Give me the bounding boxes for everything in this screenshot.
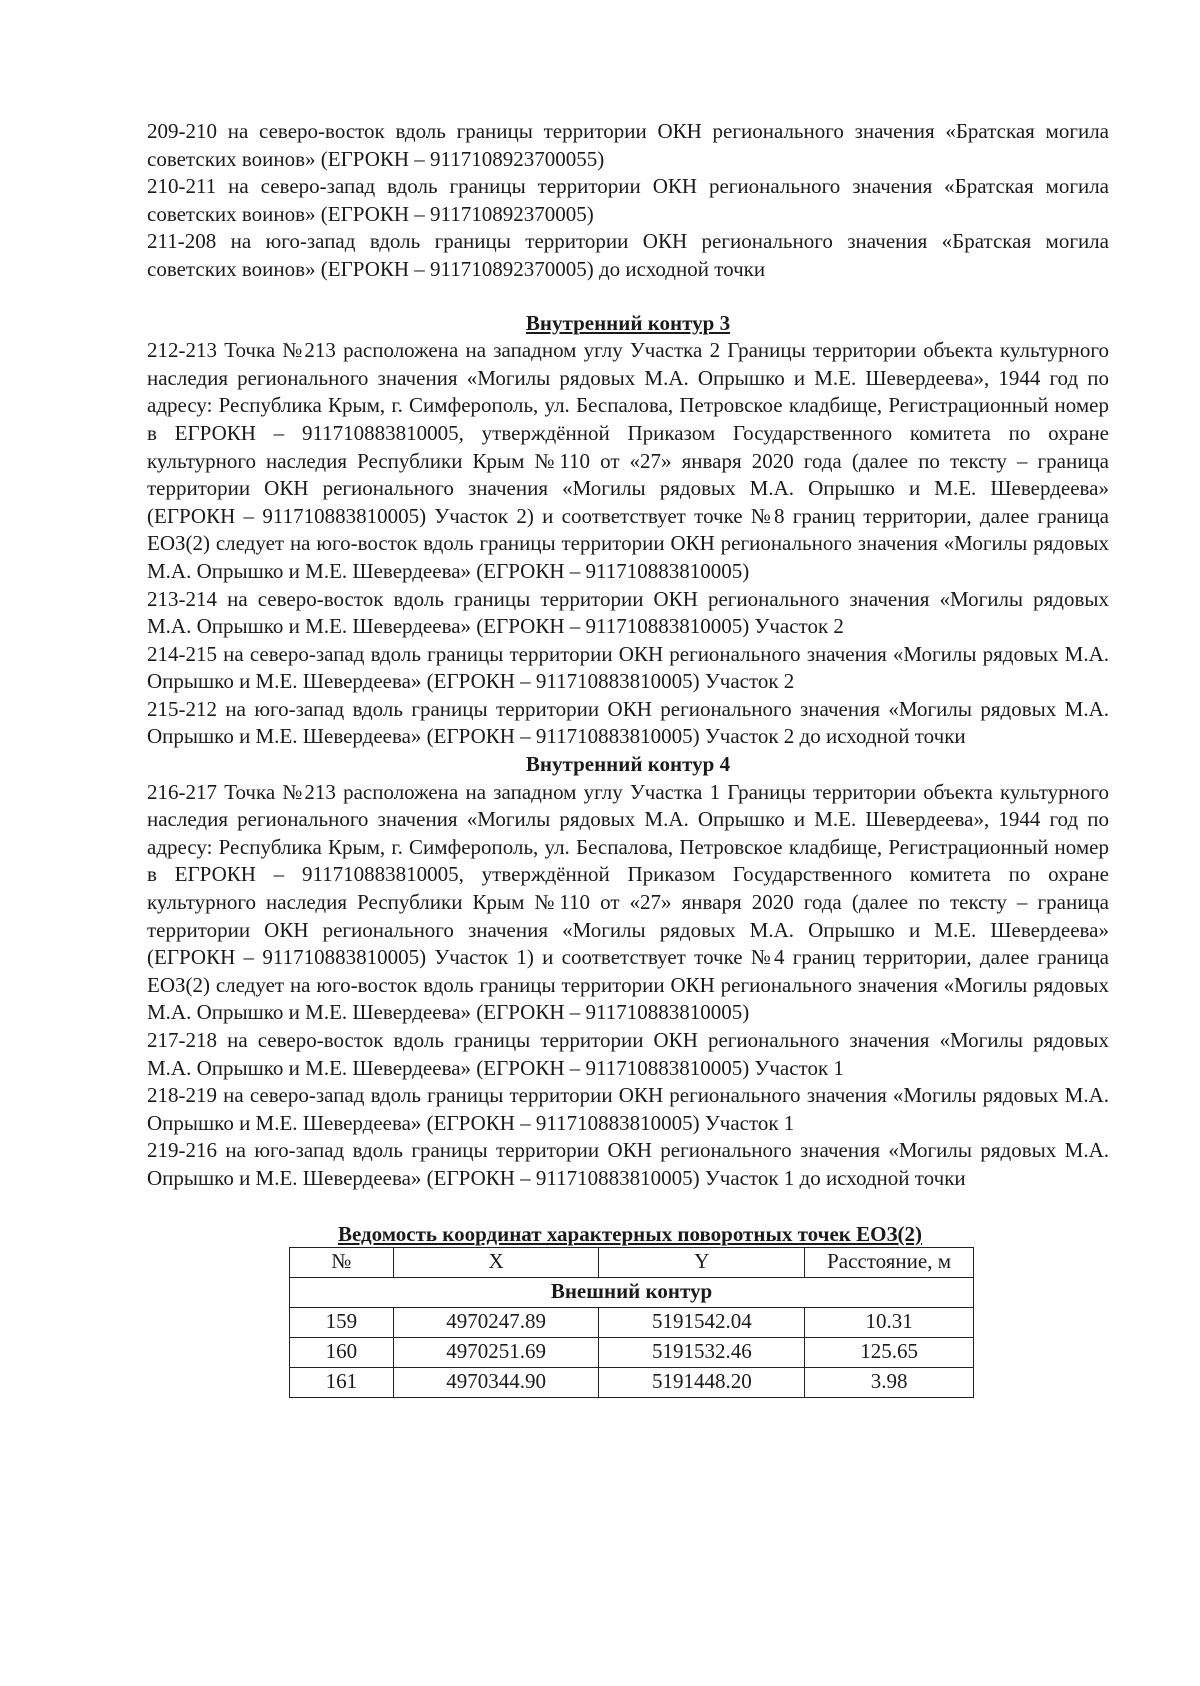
paragraph-218-219: 218-219 на северо-запад вдоль границы территории ОКН регионального значения «Могилы рядовых М.А. Опрышко и М.Е. Шевердеева» (ЕГРОКН – 911710883810005) Участок 1 — [147, 1083, 1109, 1135]
cell-x: 4970344.90 — [393, 1367, 599, 1397]
header-distance: Расстояние, м — [805, 1247, 974, 1277]
cell-y: 5191532.46 — [599, 1337, 805, 1367]
cell-y: 5191448.20 — [599, 1367, 805, 1397]
paragraph-219-216: 219-216 на юго-запад вдоль границы территории ОКН регионального значения «Могилы рядовых М.А. Опрышко и М.Е. Шевердеева» (ЕГРОКН – 911710883810005) Участок 1 до исходной точки — [147, 1138, 1109, 1190]
cell-x: 4970247.89 — [393, 1307, 599, 1337]
table-row — [290, 1337, 974, 1367]
table-row — [290, 1307, 974, 1337]
cell-number: 160 — [290, 1337, 394, 1367]
header-number: № — [290, 1247, 394, 1277]
paragraph-211-208: 211-208 на юго-запад вдоль границы территории ОКН регионального значения «Братская могила советских воинов» (ЕГРОКН – 911710892370005) до исходной точки — [147, 229, 1109, 281]
spacer — [147, 1193, 1109, 1221]
table-section-row — [290, 1277, 974, 1307]
cell-number: 159 — [290, 1307, 394, 1337]
paragraph-210-211: 210-211 на северо-запад вдоль границы территории ОКН регионального значения «Братская могила советских воинов» (ЕГРОКН – 911710892370005) — [147, 174, 1109, 226]
spacer — [147, 284, 1109, 310]
paragraph-212-213: 212-213 Точка №213 расположена на западном углу Участка 2 Границы территории объекта культурного наследия регионального значения «Могилы рядовых М.А. Опрышко и М.Е. Шевердеева», 1944 год по адресу: Республика Крым, г. Симферополь, ул. Беспалова, Петровское кладбище, Регистрационный номер в ЕГРОКН – 911710883810005, утверждённой Приказом Государственного комитета по охране культурного наследия Республики Крым №110 от «27» января 2020 года (далее по тексту – граница территории ОКН регионального значения «Могилы рядовых М.А. Опрышко и М.Е. Шевердеева» (ЕГРОКН – 911710883810005) Участок 2) и соответствует точке №8 границ территории, далее граница ЕОЗ(2) следует на юго-восток вдоль границы территории ОКН регионального значения «Могилы рядовых М.А. Опрышко и М.Е. Шевердеева» (ЕГРОКН – 911710883810005) — [147, 338, 1109, 583]
table-section-label: Внешний контур — [290, 1277, 974, 1307]
header-y: Y — [599, 1247, 805, 1277]
paragraph-216-217: 216-217 Точка №213 расположена на западном углу Участка 1 Границы территории объекта культурного наследия регионального значения «Могилы рядовых М.А. Опрышко и М.Е. Шевердеева», 1944 год по адресу: Республика Крым, г. Симферополь, ул. Беспалова, Петровское кладбище, Регистрационный номер в ЕГРОКН – 911710883810005, утверждённой Приказом Государственного комитета по охране культурного наследия Республики Крым №110 от «27» января 2020 года (далее по тексту – граница территории ОКН регионального значения «Могилы рядовых М.А. Опрышко и М.Е. Шевердеева» (ЕГРОКН – 911710883810005) Участок 1) и соответствует точке №4 границ территории, далее граница ЕОЗ(2) следует на юго-восток вдоль границы территории ОКН регионального значения «Могилы рядовых М.А. Опрышко и М.Е. Шевердеева» (ЕГРОКН – 911710883810005) — [147, 779, 1109, 1025]
section-heading-contour-4: Внутренний контур 4 — [525, 752, 731, 777]
cell-number: 161 — [290, 1367, 394, 1397]
document-content — [147, 118, 1109, 1398]
paragraph-214-215: 214-215 на северо-запад вдоль границы территории ОКН регионального значения «Могилы рядовых М.А. Опрышко и М.Е. Шевердеева» (ЕГРОКН – 911710883810005) Участок 2 — [147, 641, 1109, 694]
cell-distance: 10.31 — [805, 1307, 974, 1337]
paragraph-217-218: 217-218 на северо-восток вдоль границы территории ОКН регионального значения «Могилы рядовых М.А. Опрышко и М.Е. Шевердеева» (ЕГРОКН – 911710883810005) Участок 1 — [147, 1028, 1109, 1080]
cell-y: 5191542.04 — [599, 1307, 805, 1337]
cell-distance: 3.98 — [805, 1367, 974, 1397]
table-row — [290, 1367, 974, 1397]
table-header-row — [290, 1247, 974, 1277]
coordinates-table — [289, 1247, 974, 1398]
paragraph-209-210: 209-210 на северо-восток вдоль границы территории ОКН регионального значения «Братская могила советских воинов» (ЕГРОКН – 9117108923700055) — [147, 119, 1109, 171]
paragraph-213-214: 213-214 на северо-восток вдоль границы территории ОКН регионального значения «Могилы рядовых М.А. Опрышко и М.Е. Шевердеева» (ЕГРОКН – 911710883810005) Участок 2 — [147, 586, 1109, 639]
cell-x: 4970251.69 — [393, 1337, 599, 1367]
cell-distance: 125.65 — [805, 1337, 974, 1367]
table-title: Ведомость координат характерных поворотных точек ЕОЗ(2) — [337, 1221, 923, 1246]
header-x: X — [393, 1247, 599, 1277]
paragraph-215-212: 215-212 на юго-запад вдоль границы территории ОКН регионального значения «Могилы рядовых М.А. Опрышко и М.Е. Шевердеева» (ЕГРОКН – 911710883810005) Участок 2 до исходной точки — [147, 696, 1109, 749]
section-heading-contour-3: Внутренний контур 3 — [525, 310, 731, 335]
